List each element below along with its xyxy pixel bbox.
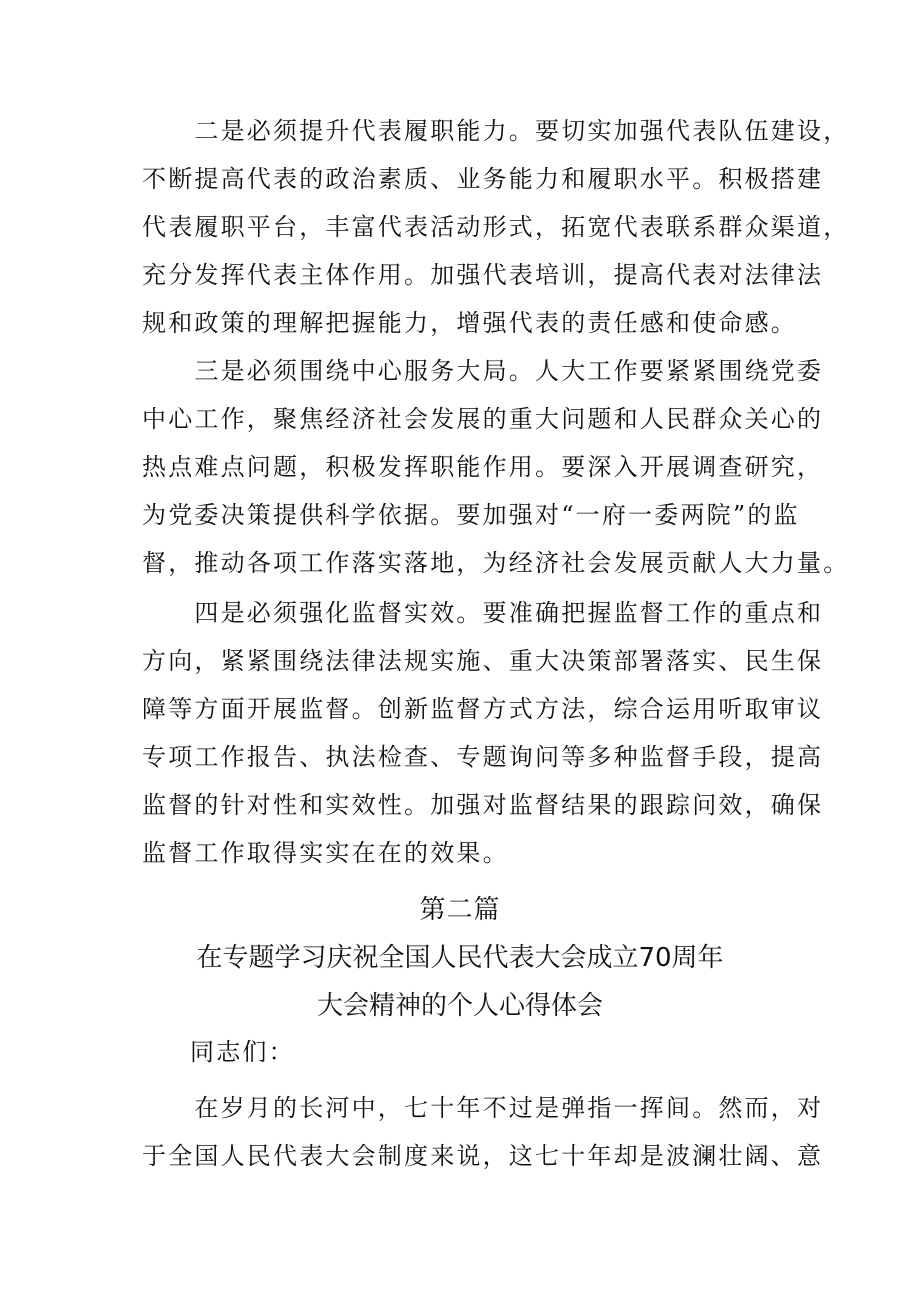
section-heading: 第二篇: [419, 895, 501, 925]
text-line: 在岁月的长河中，七十年不过是弹指一挥间。然而，对: [142, 1094, 824, 1122]
text-line: 为党委决策提供科学依据。要加强对“一府一委两院”的监: [142, 501, 800, 529]
paragraph-supervision-effectiveness: [142, 589, 824, 877]
text-line: 三是必须围绕中心服务大局。人大工作要紧紧围绕党委: [142, 357, 824, 385]
article-title-line-1: 在专题学习庆祝全国人民代表大会成立70周年: [196, 943, 724, 973]
text-line: 不断提高代表的政治素质、业务能力和履职水平。积极搭建: [142, 165, 824, 193]
text-line: 规和政策的理解把握能力，增强代表的责任感和使命感。: [142, 309, 797, 337]
paragraph-opening: [142, 1084, 824, 1180]
text-line: 充分发挥代表主体作用。加强代表培训，提高代表对法律法: [142, 261, 824, 289]
text-line: 督，推动各项工作落实落地，为经济社会发展贡献人大力量。: [142, 549, 850, 577]
text-line: 方向，紧紧围绕法律法规实施、重大决策部署落实、民生保: [142, 647, 824, 675]
text-line: 代表履职平台，丰富代表活动形式，拓宽代表联系群众渠道，: [142, 213, 850, 241]
text-line: 中心工作，聚焦经济社会发展的重大问题和人民群众关心的: [142, 405, 824, 433]
salutation: 同志们：: [190, 1038, 295, 1066]
text-line: 于全国人民代表大会制度来说，这七十年却是波澜壮阔、意: [142, 1142, 824, 1170]
text-line: 热点难点问题，积极发挥职能作用。要深入开展调查研究，: [142, 453, 824, 481]
text-line: 四是必须强化监督实效。要准确把握监督工作的重点和: [142, 599, 824, 627]
text-line: 监督工作取得实实在在的效果。: [142, 839, 509, 867]
text-line: 监督的针对性和实效性。加强对监督结果的跟踪问效，确保: [142, 791, 824, 819]
article-title-line-2: 大会精神的个人心得体会: [316, 991, 603, 1021]
text-line: 二是必须提升代表履职能力。要切实加强代表队伍建设，: [142, 117, 850, 145]
text-line: 专项工作报告、执法检查、专题询问等多种监督手段，提高: [142, 743, 824, 771]
text-line: 障等方面开展监督。创新监督方式方法，综合运用听取审议: [142, 695, 824, 723]
paragraph-representative-capability: [142, 107, 850, 347]
paragraph-serve-overall-situation: [142, 347, 850, 587]
